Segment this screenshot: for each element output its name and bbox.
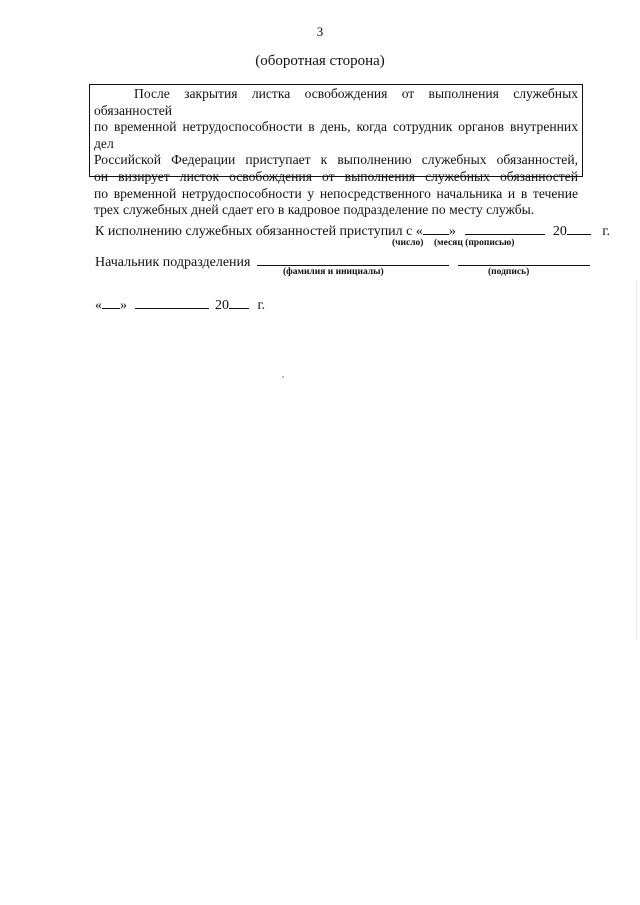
notice-line: Российской Федерации приступает к выполнению служебных обязанностей, [94,152,578,168]
duty-start-label: К исполнению служебных обязанностей приступил с « [95,224,423,239]
scan-edge [636,280,637,640]
notice-text [94,86,578,219]
month-field[interactable] [465,222,545,235]
day-field[interactable] [423,222,449,235]
year-suffix: г. [602,224,611,239]
date-day-field[interactable] [102,296,120,309]
signature-field[interactable] [458,253,590,266]
notice-line: После закрытия листка освобождения от выполнения служебных обязанностей [94,86,578,118]
notice-box [89,84,583,218]
name-field[interactable] [257,253,449,266]
caption-day: (число) [392,238,424,248]
notice-line: по временной нетрудоспособности в день, когда сотрудник органов внутренних дел [94,119,578,151]
caption-signature: (подпись) [488,267,530,277]
date-year-suffix: г. [257,298,266,313]
quote-close: » [120,298,127,313]
caption-month: (месяц (прописью) [434,238,515,248]
date-year-field[interactable] [229,296,249,309]
date-line [95,296,265,314]
year-field[interactable] [567,222,591,235]
notice-line: он визирует листок освобождения от выполнения служебных обязанностей [94,168,578,184]
duty-start-row [95,222,610,240]
quote-open: « [95,298,102,313]
page-subtitle: (оборотная сторона) [255,53,385,69]
page-number: 3 [316,24,324,39]
date-year-prefix: 20 [215,298,229,313]
scan-speck [282,376,284,378]
year-prefix: 20 [552,224,567,239]
notice-line: по временной нетрудоспособности у непосредственного начальника и в течение [94,185,578,201]
caption-name: (фамилия и инициалы) [283,267,384,277]
date-month-field[interactable] [135,296,209,309]
head-label: Начальник подразделения [95,255,251,270]
notice-line: трех служебных дней сдает его в кадровое подразделение по месту службы. [94,202,535,218]
quote-close: » [448,224,456,239]
